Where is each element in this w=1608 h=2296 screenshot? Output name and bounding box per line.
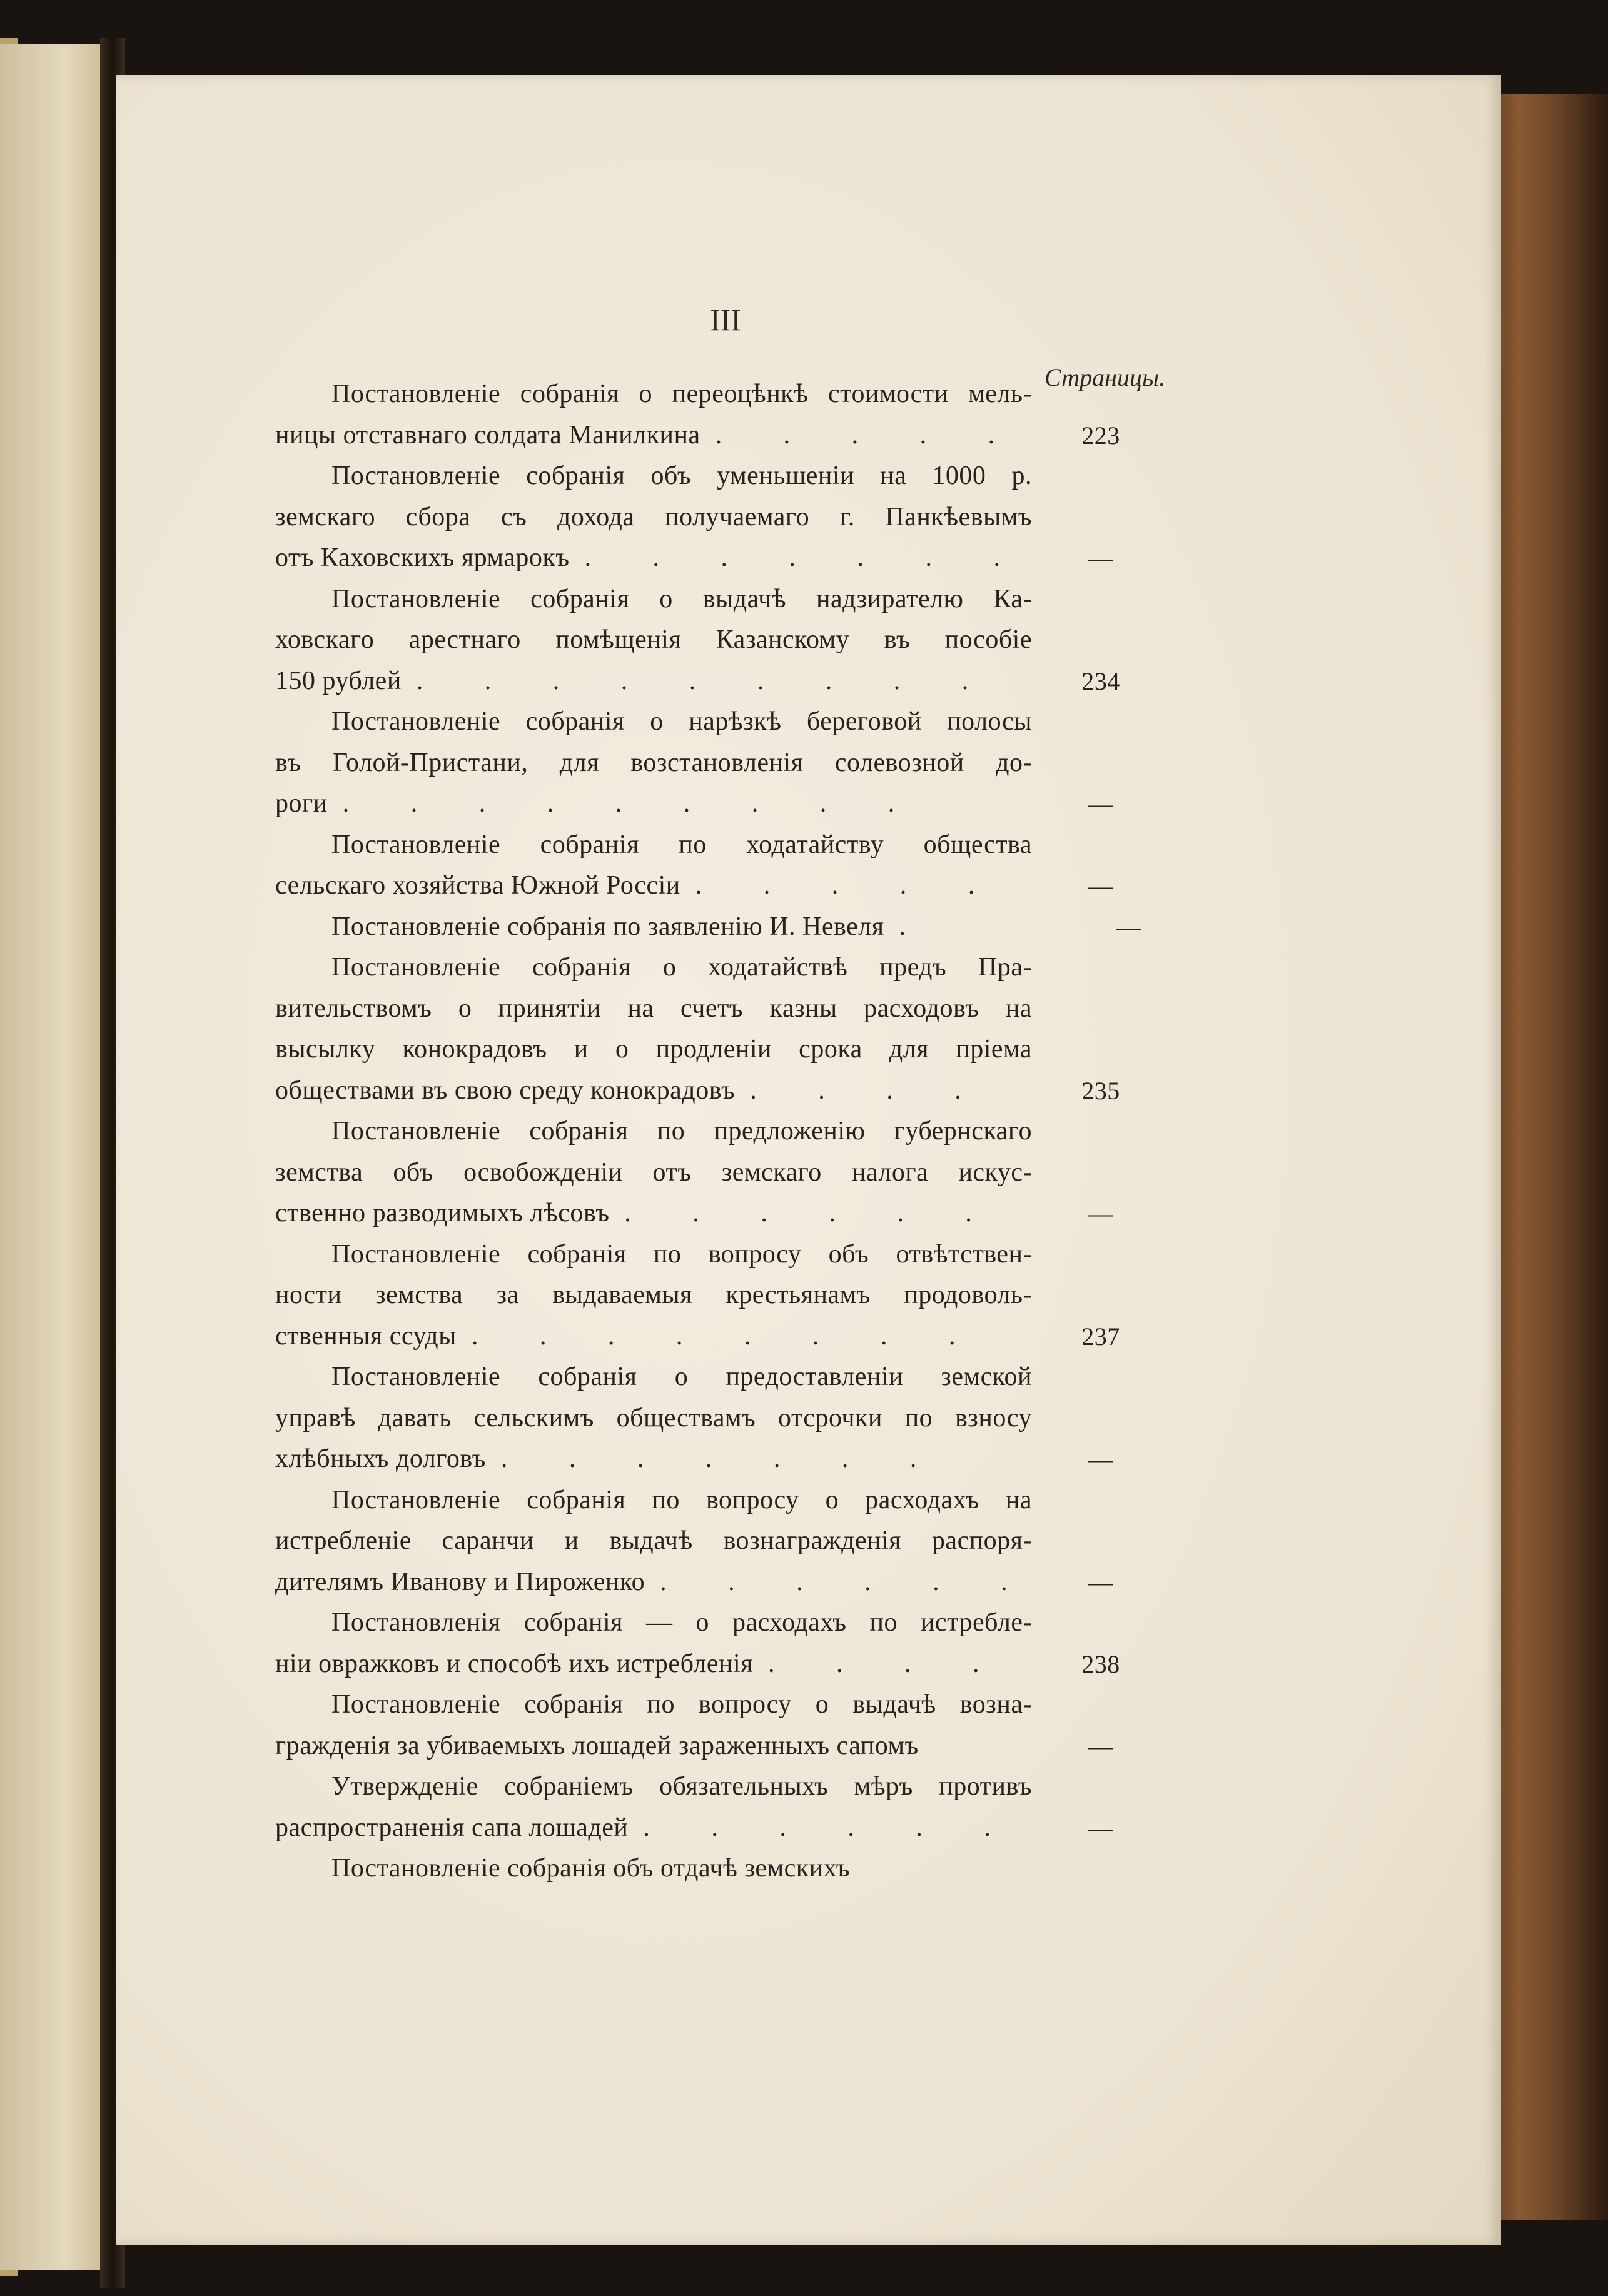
- toc-page-number: —: [1088, 544, 1114, 572]
- toc-page-number: —: [1088, 1445, 1114, 1473]
- toc-entry-text: ственно разводимыхъ лѣсовъ: [275, 1199, 610, 1227]
- toc-page-number: 235: [1081, 1076, 1120, 1105]
- toc-entry-text: вительствомъ о принятіи на счетъ казны расходовъ на: [275, 994, 1032, 1023]
- toc-entry: [275, 825, 1151, 907]
- toc-entry-line: [275, 661, 1120, 702]
- toc-entry-line: [275, 620, 1032, 661]
- leader-dots: . . . .: [750, 1075, 989, 1105]
- toc-entry-text: истребленіе саранчи и выдачѣ вознагражденія распоря-: [275, 1526, 1032, 1555]
- toc-page-number: —: [1088, 872, 1114, 900]
- toc-page-number: 238: [1081, 1649, 1120, 1678]
- toc-page-number: 237: [1081, 1322, 1120, 1351]
- toc-entry-text: Постановленіе собранія о выдачѣ надзирателю Ка-: [331, 584, 1032, 613]
- toc-entry: [275, 1111, 1151, 1234]
- toc-entry-text: ственныя ссуды: [275, 1321, 457, 1351]
- toc-entry-text: высылку конокрадовъ и о продленіи срока для пріема: [275, 1035, 1032, 1064]
- toc-entry-line: [275, 783, 1114, 825]
- leader-dots: . . . . . . . .: [471, 1321, 983, 1351]
- toc-entry-text: земскаго сбора съ дохода получаемаго г. Панкѣевымъ: [275, 502, 1032, 531]
- toc-page-number: —: [1088, 1731, 1114, 1760]
- toc-entry: [275, 1684, 1151, 1766]
- toc-entry: [275, 1766, 1151, 1848]
- leader-dots: . . . . . . .: [584, 543, 1028, 572]
- toc-entry-line: [275, 1684, 1032, 1726]
- leader-dots: . . . . . .: [643, 1813, 1018, 1842]
- toc-entry-line: [275, 1070, 1120, 1112]
- toc-entry-line: [275, 1521, 1032, 1562]
- toc-entry-line: [275, 1357, 1032, 1398]
- toc-entry-line: [275, 865, 1114, 907]
- toc-entry-text: Постановленіе собранія по заявленію И. Невеля: [331, 912, 884, 941]
- toc-entry-line: [275, 1848, 1032, 1890]
- toc-entry-line: [275, 1234, 1032, 1276]
- toc-entry-line: [275, 456, 1032, 497]
- toc-page-number: —: [1088, 1199, 1114, 1227]
- toc-entry: [275, 456, 1151, 579]
- toc-entry-text: ности земства за выдаваемыя крестьянамъ продоволь-: [275, 1281, 1032, 1309]
- toc-entry-text: въ Голой-Пристани, для возстановленія солевозной до-: [275, 748, 1032, 777]
- toc-entry-line: [275, 743, 1032, 784]
- toc-entry-line: [275, 1603, 1032, 1644]
- toc-entry: [275, 702, 1151, 825]
- leader-dots: . . . . .: [695, 871, 1003, 900]
- toc-page-number: 223: [1081, 421, 1120, 450]
- toc-entry-text: Постановленіе собранія по вопросу объ отвѣтствен-: [331, 1239, 1032, 1269]
- toc-entry-line: [275, 989, 1032, 1030]
- toc-entry-line: [275, 825, 1032, 866]
- toc-entry-text: распространенія сапа лошадей: [275, 1813, 629, 1842]
- toc-entry: [275, 1848, 1151, 1890]
- toc-entry-line: [275, 538, 1114, 579]
- toc-entry-text: Постановленіе собранія по вопросу о расходахъ на: [331, 1485, 1032, 1514]
- toc-entry-line: [275, 1316, 1120, 1357]
- toc-page-number: —: [1088, 1813, 1114, 1842]
- leader-dots: . . . . . . .: [500, 1444, 944, 1473]
- toc-entry-line: [275, 1152, 1032, 1194]
- page-number: III: [710, 302, 741, 337]
- toc-entry: [275, 907, 1151, 948]
- toc-page-number: 234: [1081, 667, 1120, 695]
- toc-page-number: —: [1088, 1568, 1114, 1596]
- pages-column-heading: Страницы.: [1044, 363, 1166, 391]
- toc-entry-line: [275, 1193, 1114, 1234]
- toc-entry-line: [275, 497, 1032, 538]
- toc-entry-line: [275, 1644, 1120, 1685]
- toc-entry-text: ницы отставнаго солдата Манилкина: [275, 420, 700, 450]
- toc-entry-text: гражденія за убиваемыхъ лошадей зараженныхъ сапомъ: [275, 1731, 919, 1760]
- toc-entry-text: Постановленіе собранія о предоставленіи земской: [331, 1362, 1032, 1391]
- toc-entry: [275, 579, 1151, 702]
- toc-entry: [275, 947, 1151, 1111]
- toc-entry-line: [275, 1111, 1032, 1152]
- leader-dots: .: [899, 912, 934, 941]
- toc-entry-line: [275, 415, 1120, 456]
- table-of-contents: [275, 374, 1151, 1890]
- toc-entry-text: земства объ освобожденіи отъ земскаго налога искус-: [275, 1157, 1032, 1187]
- toc-entry-line: [275, 907, 1142, 948]
- toc-entry-text: Постановленіе собранія о ходатайствѣ предъ Пра-: [331, 953, 1032, 982]
- toc-entry-line: [275, 947, 1032, 989]
- leader-dots: . . . . . . . . .: [416, 666, 996, 695]
- toc-entry: [275, 1234, 1151, 1357]
- toc-entry-text: 150 рублей: [275, 666, 402, 695]
- toc-entry-line: [275, 374, 1032, 415]
- toc-entry-text: Постановленіе собранія по вопросу о выдачѣ возна-: [331, 1690, 1032, 1719]
- toc-entry-line: [275, 1029, 1032, 1070]
- toc-entry: [275, 1603, 1151, 1684]
- toc-entry-text: дителямъ Иванову и Пироженко: [275, 1567, 645, 1596]
- leader-dots: . . . . .: [715, 420, 1023, 450]
- toc-entry-line: [275, 1398, 1032, 1439]
- toc-entry-line: [275, 1439, 1114, 1480]
- facing-page: [0, 44, 109, 2270]
- toc-entry-text: Постановленіе собранія объ уменьшеніи на 1000 р.: [331, 461, 1032, 490]
- toc-entry-text: Постановленіе собранія по предложенію губернскаго: [331, 1117, 1032, 1145]
- toc-entry-text: отъ Каховскихъ ярмарокъ: [275, 543, 570, 572]
- toc-entry-text: Постановленіе собранія о переоцѣнкѣ стоимости мель-: [331, 380, 1032, 408]
- toc-entry-line: [275, 1480, 1032, 1521]
- book-cover: [1482, 94, 1608, 2220]
- toc-entry-text: ховскаго арестнаго помѣщенія Казанскому въ пособіе: [275, 625, 1032, 654]
- toc-entry-text: роги: [275, 789, 328, 818]
- toc-page-number: —: [1116, 912, 1142, 941]
- toc-entry-line: [275, 579, 1032, 620]
- toc-entry-text: хлѣбныхъ долговъ: [275, 1444, 486, 1473]
- toc-page-number: —: [1088, 790, 1114, 818]
- toc-entry-line: [275, 1726, 1114, 1767]
- toc-entry-text: Утвержденіе собраніемъ обязательныхъ мѣръ противъ: [331, 1772, 1032, 1801]
- toc-entry-line: [275, 1562, 1114, 1603]
- leader-dots: . . . . . .: [660, 1567, 1035, 1596]
- toc-entry-text: обществами въ свою среду конокрадовъ: [275, 1075, 736, 1105]
- toc-entry-text: Постановленіе собранія по ходатайству общества: [331, 830, 1032, 859]
- leader-dots: . . . .: [767, 1649, 1007, 1678]
- toc-entry-line: [275, 1766, 1032, 1808]
- toc-entry: [275, 1357, 1151, 1480]
- leader-dots: . . . . . .: [624, 1199, 999, 1227]
- toc-entry-text: сельскаго хозяйства Южной Россіи: [275, 871, 680, 900]
- toc-entry-text: Постановленіе собранія объ отдачѣ земскихъ: [331, 1854, 850, 1883]
- toc-entry: [275, 1480, 1151, 1603]
- toc-entry-line: [275, 1275, 1032, 1316]
- leader-dots: . . . . . . . . .: [342, 789, 923, 818]
- toc-entry-line: [275, 702, 1032, 743]
- toc-entry-text: Постановленіе собранія о нарѣзкѣ береговой полосы: [331, 707, 1032, 736]
- toc-entry: [275, 374, 1151, 456]
- toc-entry-line: [275, 1808, 1114, 1849]
- toc-entry-text: Постановленія собранія — о расходахъ по истребле-: [331, 1608, 1032, 1637]
- toc-entry-text: нiи овражковъ и способѣ ихъ истребленія: [275, 1649, 753, 1678]
- toc-entry-text: управѣ давать сельскимъ обществамъ отсрочки по взносу: [275, 1403, 1032, 1432]
